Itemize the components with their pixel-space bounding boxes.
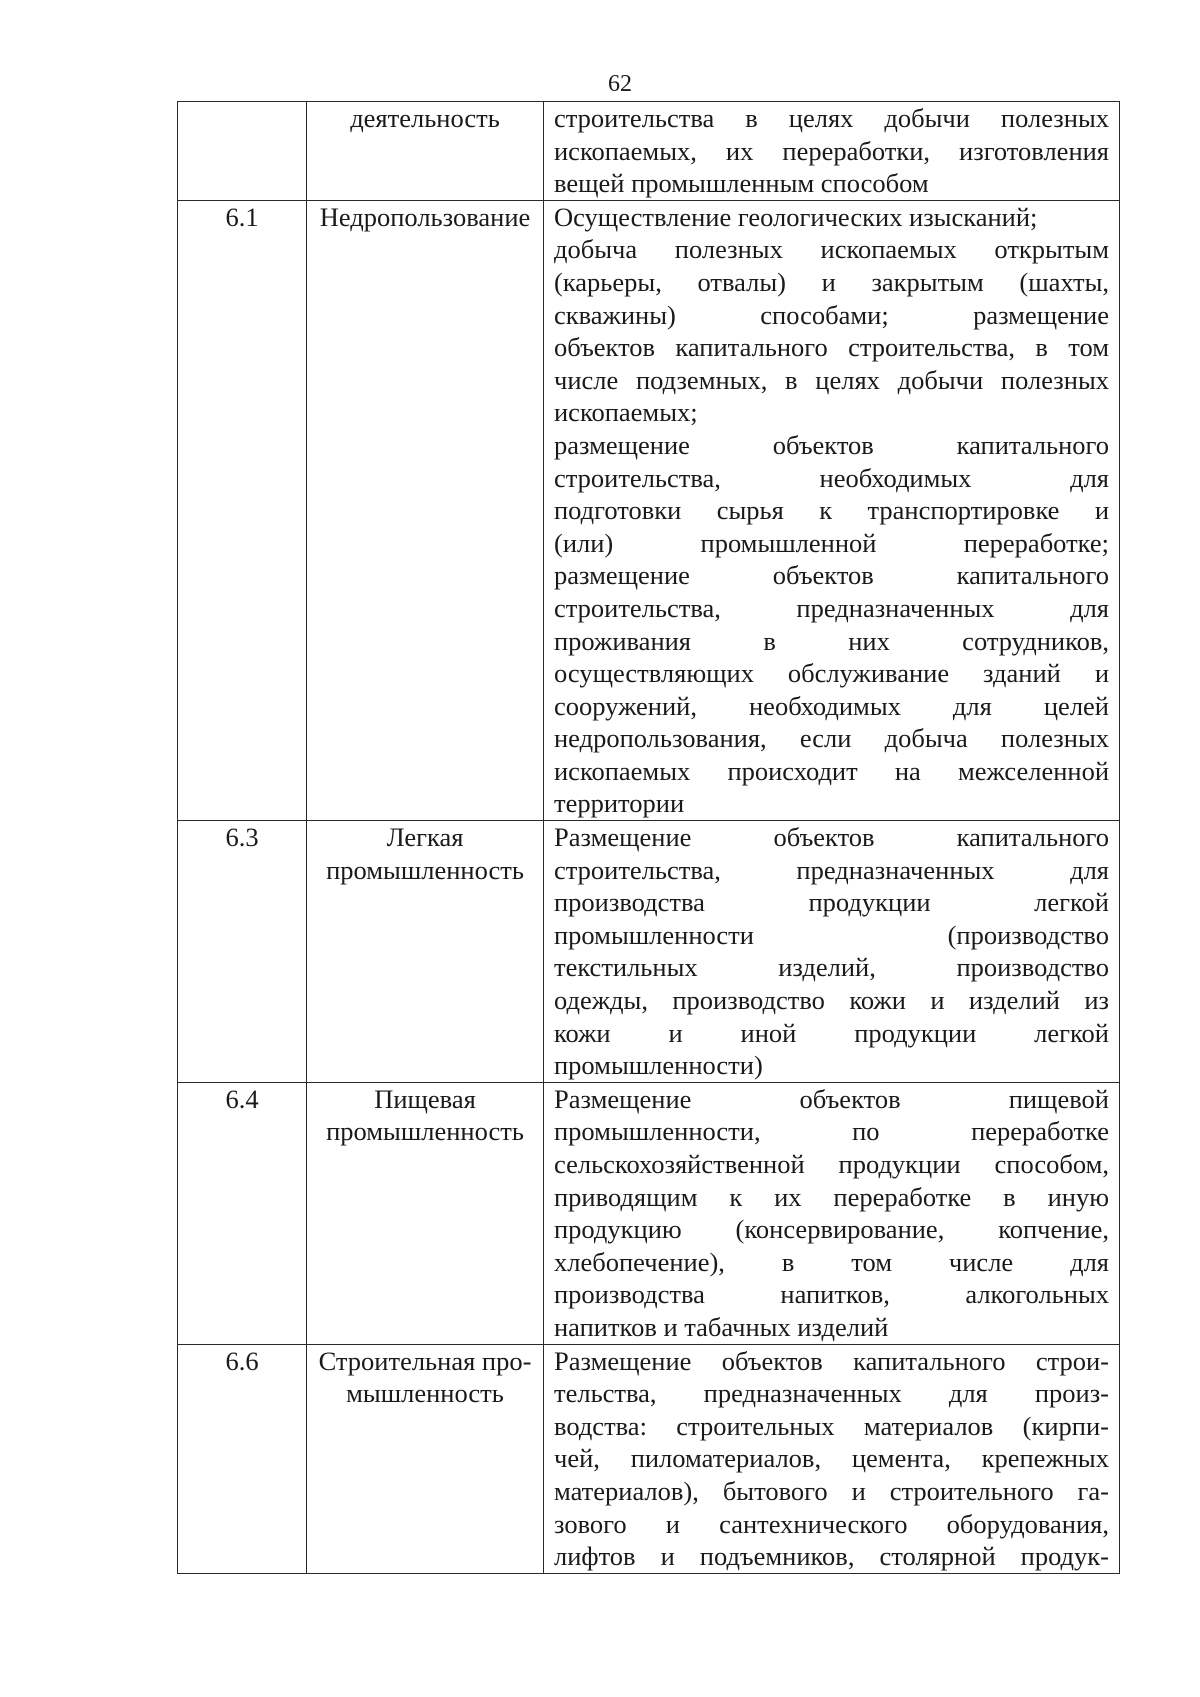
name-line: деятельность	[350, 103, 500, 133]
description-line: строительства, необходимых для	[554, 462, 1109, 493]
description-line: сельскохозяйственной продукции способом,	[554, 1149, 1109, 1179]
name-line: Легкая	[386, 822, 464, 853]
description-line: недропользования, если добыча полезных	[554, 723, 1109, 754]
code-cell: 6.1	[178, 200, 307, 820]
description-line: продукцию (консервирование, копчение,	[554, 1214, 1109, 1245]
description-line: объектов капитального строительства, в том	[554, 332, 1109, 363]
page-number: 62	[608, 71, 632, 97]
description-line: строительства, предназначенных для	[554, 592, 1109, 623]
table-row	[178, 821, 1120, 1083]
description-line: проживания в них сотрудников,	[554, 625, 1109, 656]
description-line: Осуществление геологических изысканий;	[554, 201, 1038, 232]
description-line: производства продукции легкой	[554, 887, 1109, 918]
code-cell: 6.4	[178, 1082, 307, 1344]
description-cell	[544, 200, 1120, 820]
name-cell	[307, 821, 544, 1083]
description-line: лифтов и подъемников, столярной продук-	[554, 1541, 1109, 1572]
description-cell	[544, 821, 1120, 1083]
name-line: промышленность	[326, 1116, 524, 1147]
table-row	[178, 200, 1120, 820]
name-line: Недропользование	[319, 201, 531, 232]
description-line: зового и сантехнического оборудования,	[554, 1508, 1109, 1539]
table-row	[178, 1082, 1120, 1344]
description-line: промышленности)	[554, 1050, 763, 1081]
code-cell	[178, 102, 307, 201]
description-line: чей, пиломатериалов, цемента, крепежных	[554, 1443, 1109, 1474]
description-line: тельства, предназначенных для произ-	[554, 1378, 1109, 1409]
name-cell	[307, 1344, 544, 1573]
description-cell	[544, 102, 1120, 201]
description-line: текстильных изделий, производство	[554, 952, 1109, 983]
description-line: Размещение объектов пищевой	[554, 1083, 1109, 1114]
name-line: промышленность	[326, 854, 524, 885]
description-line: ископаемых;	[554, 397, 698, 428]
description-line: Размещение объектов капитального	[554, 822, 1109, 853]
description-line: напитков и табачных изделий	[554, 1311, 889, 1342]
description-cell	[544, 1344, 1120, 1573]
table-row	[178, 1344, 1120, 1573]
name-line: Строительная про-	[318, 1345, 532, 1376]
name-cell	[307, 1082, 544, 1344]
name-cell	[307, 200, 544, 820]
description-line: числе подземных, в целях добычи полезных	[554, 364, 1109, 395]
description-line: одежды, производство кожи и изделий из	[554, 985, 1109, 1016]
table-body	[178, 102, 1120, 1574]
code-cell: 6.3	[178, 821, 307, 1083]
description-line: приводящим к их переработке в иную	[554, 1181, 1109, 1212]
description-line: (или) промышленной переработке;	[554, 527, 1109, 558]
name-cell	[307, 102, 544, 201]
land-use-table	[177, 101, 1120, 1574]
description-line: Размещение объектов капитального строи-	[554, 1345, 1109, 1376]
description-line: хлебопечение), в том числе для	[554, 1246, 1109, 1277]
description-line: территории	[554, 788, 685, 819]
description-line: (карьеры, отвалы) и закрытым (шахты,	[554, 266, 1109, 297]
name-line: мышленность	[346, 1378, 504, 1409]
description-line: осуществляющих обслуживание зданий и	[554, 658, 1109, 689]
description-line: строительства, предназначенных для	[554, 854, 1109, 885]
description-cell	[544, 1082, 1120, 1344]
description-line: скважины) способами; размещение	[554, 299, 1109, 330]
description-line: подготовки сырья к транспортировке и	[554, 495, 1109, 526]
code-cell: 6.6	[178, 1344, 307, 1573]
description-line: строительства в целях добычи полезных	[554, 103, 1109, 133]
description-line: ископаемых происходит на межселенной	[554, 755, 1109, 786]
description-line: добыча полезных ископаемых открытым	[554, 234, 1109, 265]
description-line: размещение объектов капитального	[554, 560, 1109, 591]
description-line: водства: строительных материалов (кирпи-	[554, 1410, 1109, 1441]
description-line: производства напитков, алкогольных	[554, 1279, 1109, 1310]
description-line: размещение объектов капитального	[554, 429, 1109, 460]
description-line: материалов), бытового и строительного га-	[554, 1475, 1109, 1506]
name-line: Пищевая	[374, 1083, 476, 1114]
description-line: промышленности (производство	[554, 919, 1109, 950]
description-line: сооружений, необходимых для целей	[554, 690, 1109, 721]
description-line: вещей промышленным способом	[554, 168, 929, 199]
table-row	[178, 102, 1120, 201]
description-line: ископаемых, их переработки, изготовления	[554, 135, 1109, 166]
description-line: кожи и иной продукции легкой	[554, 1017, 1109, 1048]
description-line: промышленности, по переработке	[554, 1116, 1109, 1147]
